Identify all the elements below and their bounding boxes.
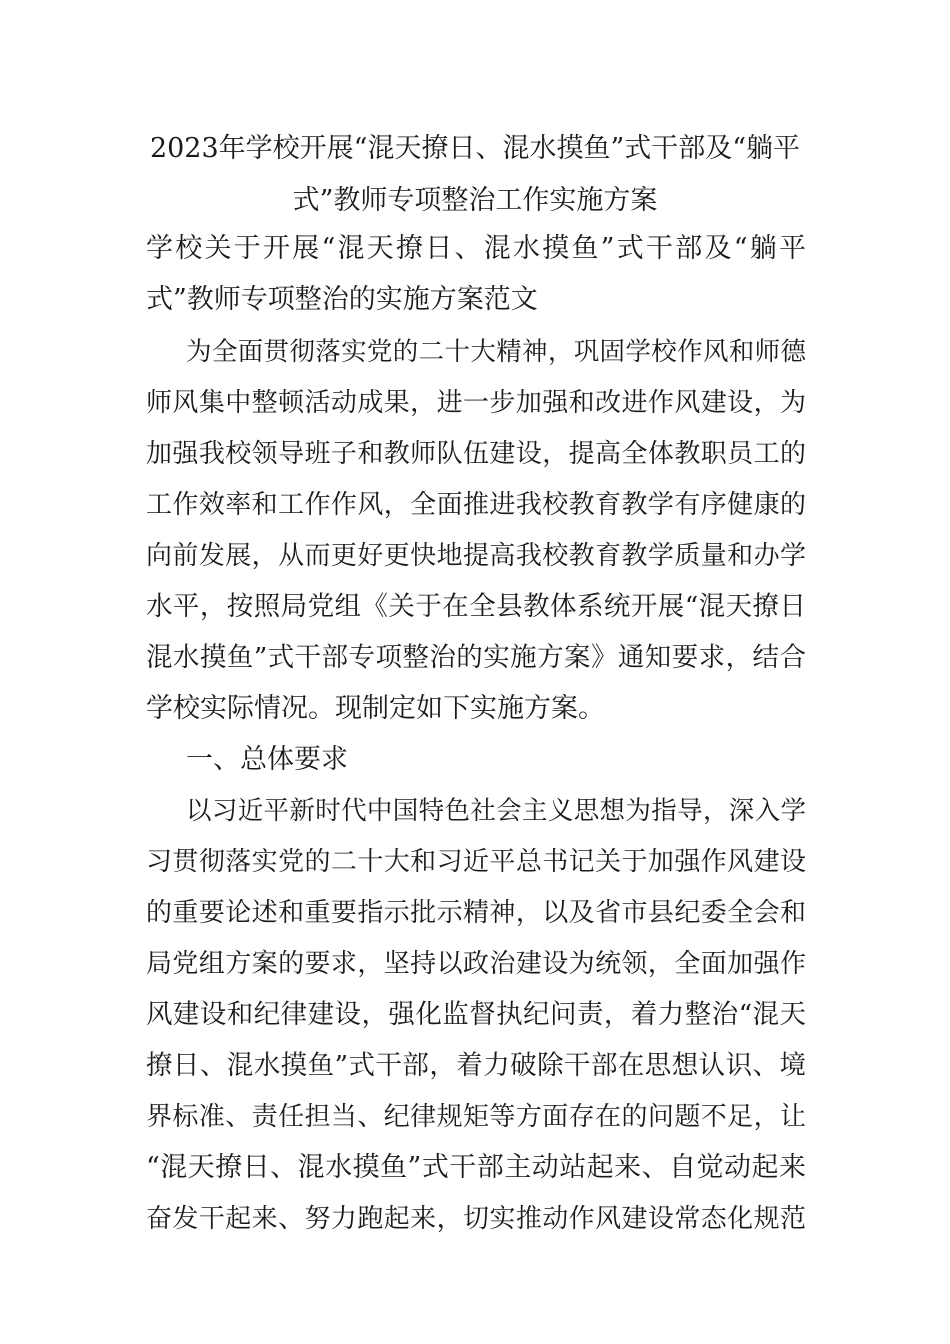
body-line: 学校实际情况。现制定如下实施方案。 bbox=[146, 693, 605, 724]
subtitle-line-2: 式”教师专项整治的实施方案范文 bbox=[146, 284, 538, 315]
body-line: 奋发干起来、努力跑起来，切实推动作风建设常态化规范 bbox=[146, 1204, 806, 1234]
body-line: 界标准、责任担当、纪律规矩等方面存在的问题不足，让 bbox=[146, 1102, 806, 1132]
section-heading: 一、总体要求 bbox=[186, 744, 348, 775]
body-line: 为全面贯彻落实党的二十大精神，巩固学校作风和师德 bbox=[186, 337, 806, 367]
body-line: 混水摸鱼”式干部专项整治的实施方案》通知要求，结合 bbox=[146, 642, 806, 673]
body-line: 风建设和纪律建设，强化监督执纪问责，着力整治“混天 bbox=[146, 999, 806, 1030]
body-line: 师风集中整顿活动成果，进一步加强和改进作风建设，为 bbox=[146, 388, 806, 418]
body-line: 水平，按照局党组《关于在全县教体系统开展“混天撩日 bbox=[146, 591, 806, 622]
document-title-line-1: 2023年学校开展“混天撩日、混水摸鱼”式干部及“躺平 bbox=[149, 133, 801, 164]
body-line: 加强我校领导班子和教师队伍建设，提高全体教职员工的 bbox=[146, 439, 806, 469]
body-line: 撩日、混水摸鱼”式干部，着力破除干部在思想认识、境 bbox=[146, 1050, 806, 1081]
body-line: 工作效率和工作作风，全面推进我校教育教学有序健康的 bbox=[146, 490, 806, 520]
body-line: 习贯彻落实党的二十大和习近平总书记关于加强作风建设 bbox=[146, 847, 806, 877]
body-line: 以习近平新时代中国特色社会主义思想为指导，深入学 bbox=[186, 796, 806, 826]
body-line: 的重要论述和重要指示批示精神，以及省市县纪委全会和 bbox=[146, 898, 806, 928]
document-title-line-2: 式”教师专项整治工作实施方案 bbox=[292, 185, 658, 216]
body-line: 局党组方案的要求，坚持以政治建设为统领，全面加强作 bbox=[146, 949, 806, 979]
body-line: “混天撩日、混水摸鱼”式干部主动站起来、自觉动起来 bbox=[146, 1152, 806, 1183]
body-line: 向前发展，从而更好更快地提高我校教育教学质量和办学 bbox=[146, 541, 806, 571]
subtitle-line-1: 学校关于开展“混天撩日、混水摸鱼”式干部及“躺平 bbox=[146, 233, 806, 264]
